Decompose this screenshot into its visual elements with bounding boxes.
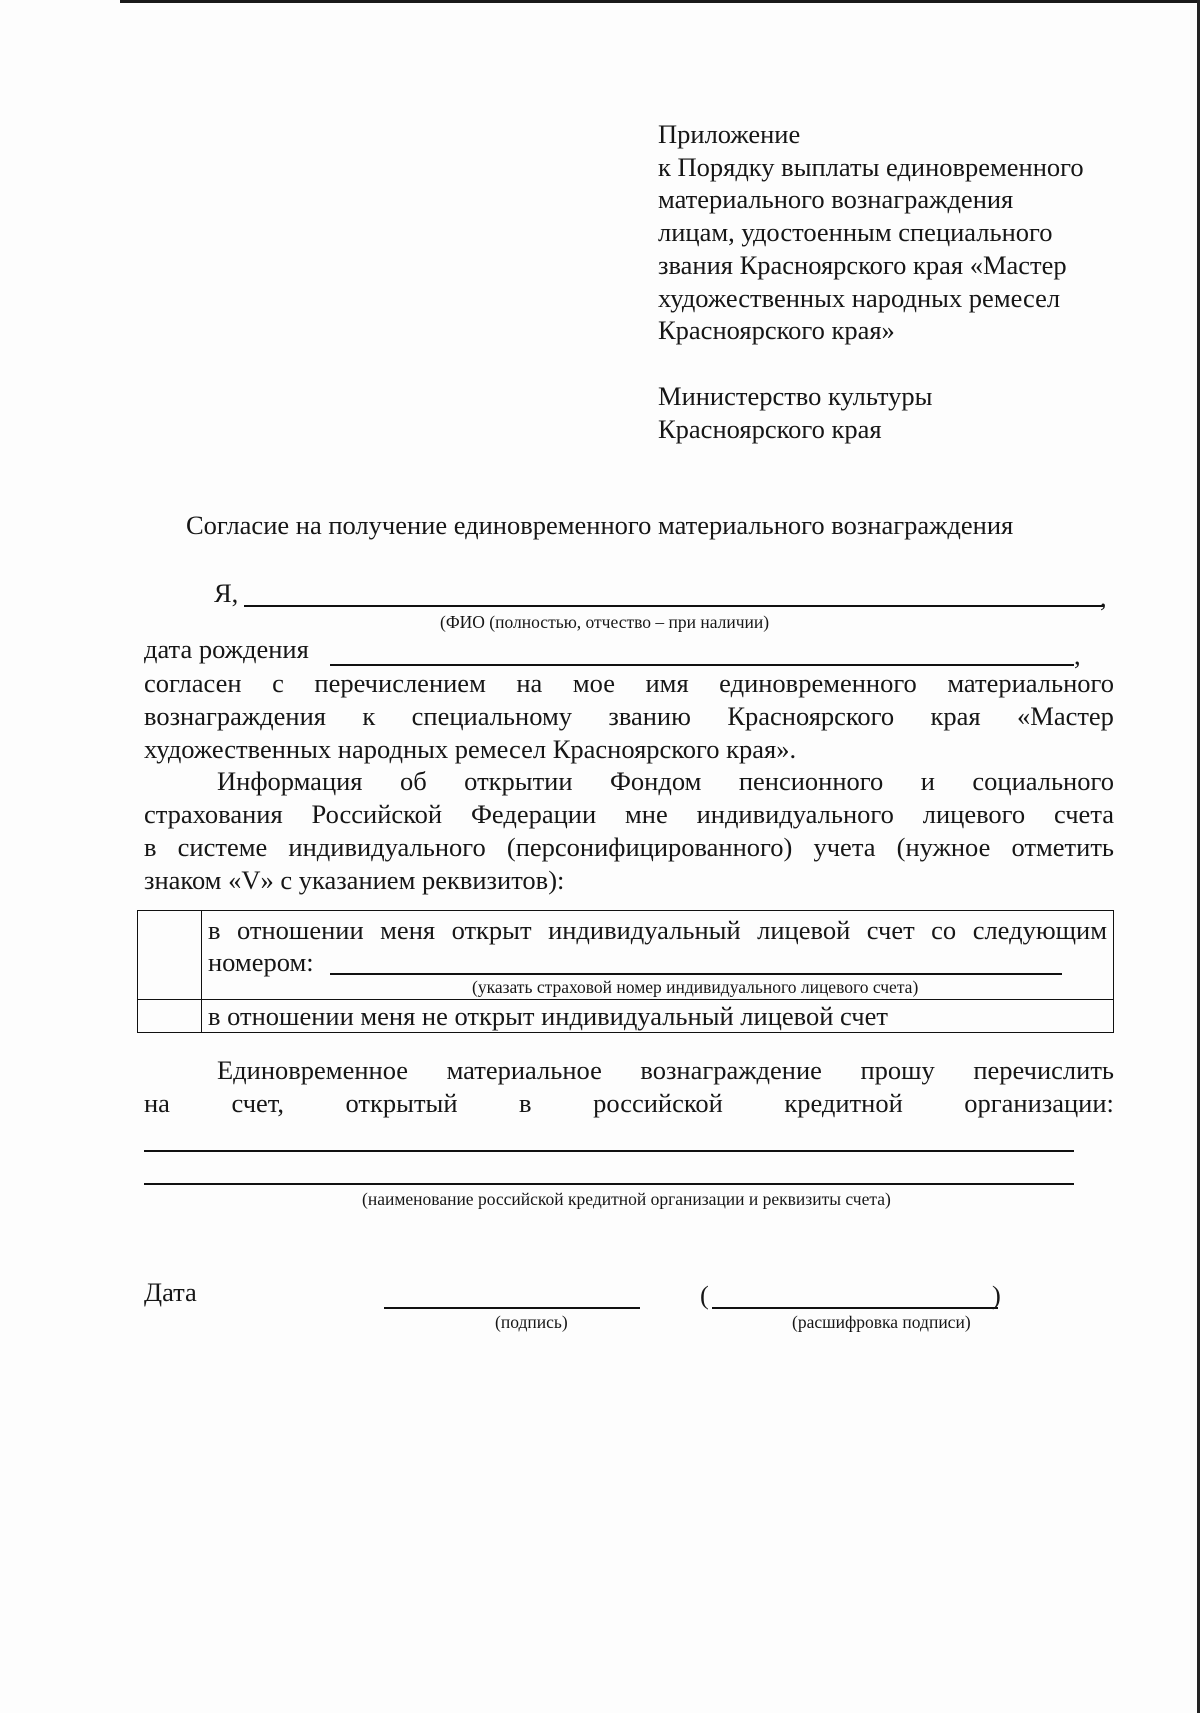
bank-field-line-1[interactable] [144,1150,1074,1152]
account-number-field-line[interactable] [330,973,1062,975]
consent-line-1: согласен с перечислением на мое имя единовременного материального [144,668,1114,698]
appendix-header [658,118,1178,347]
request-line-2: на счет, открытый в российской кредитной организации: [144,1088,1114,1118]
appendix-line: к Порядку выплаты единовременного [658,151,1084,182]
info-line-2: страхования Российской Федерации мне индивидуального лицевого счета [144,799,1114,829]
appendix-line: Красноярского края» [658,315,895,346]
option-no-account-cell [202,1000,1114,1033]
bank-hint: (наименование российской кредитной организации и реквизиты счета) [362,1189,891,1209]
account-number-label: номером: [208,947,314,977]
consent-line-3: художественных народных ремесел Красноярского края». [144,734,797,764]
option-open-account-cell [202,911,1114,1000]
table-row [138,911,1114,1000]
account-options-table [137,910,1114,1033]
info-line-4: знаком «V» с указанием реквизитов): [144,865,565,895]
fio-comma: , [1100,582,1107,612]
fio-hint: (ФИО (полностью, отчество – при наличии) [440,612,770,632]
fio-field-line[interactable] [244,605,1104,607]
signature-decoding-field-line[interactable] [712,1307,998,1309]
consent-line-2: вознаграждения к специальному званию Красноярского края «Мастер [144,701,1114,731]
i-label: Я, [214,578,239,608]
appendix-line: материального вознаграждения [658,184,1014,215]
addressee-line: Красноярского края [658,413,882,444]
signature-hint: (подпись) [495,1312,568,1332]
addressee-line: Министерство культуры [658,381,933,411]
decoding-paren-open: ( [700,1280,709,1310]
birth-date-field-line[interactable] [330,664,1074,666]
decoding-hint: (расшифровка подписи) [792,1312,971,1332]
addressee [658,380,932,445]
signature-field-line[interactable] [384,1307,640,1309]
scan-border-top [120,0,1200,3]
birth-date-label: дата рождения [144,634,309,664]
appendix-line: Приложение [658,119,801,149]
info-line-3: в системе индивидуального (персонифицированного) учета (нужное отметить [144,832,1114,862]
option-open-account-line: в отношении меня открыт индивидуальный лицевой счет со следующим [208,915,1107,945]
option-checkbox-no-account[interactable] [138,1000,202,1033]
option-no-account-label: в отношении меня не открыт индивидуальный лицевой счет [208,1001,888,1031]
document-title: Согласие на получение единовременного материального вознаграждения [186,510,1014,540]
appendix-line: лицам, удостоенным специального [658,217,1053,248]
request-line-1: Единовременное материальное вознаграждение прошу перечислить [217,1055,1114,1085]
decoding-paren-close: ) [992,1280,1001,1310]
appendix-line: художественных народных ремесел [658,282,1061,313]
birth-date-comma: , [1074,640,1081,670]
table-row [138,1000,1114,1033]
account-number-hint: (указать страховой номер индивидуального лицевого счета) [472,977,919,997]
date-label: Дата [144,1277,197,1307]
appendix-line: звания Красноярского края «Мастер [658,249,1067,280]
bank-field-line-2[interactable] [144,1183,1074,1185]
option-checkbox-open-account[interactable] [138,911,202,1000]
info-line-1: Информация об открытии Фондом пенсионного и социального [217,766,1114,796]
